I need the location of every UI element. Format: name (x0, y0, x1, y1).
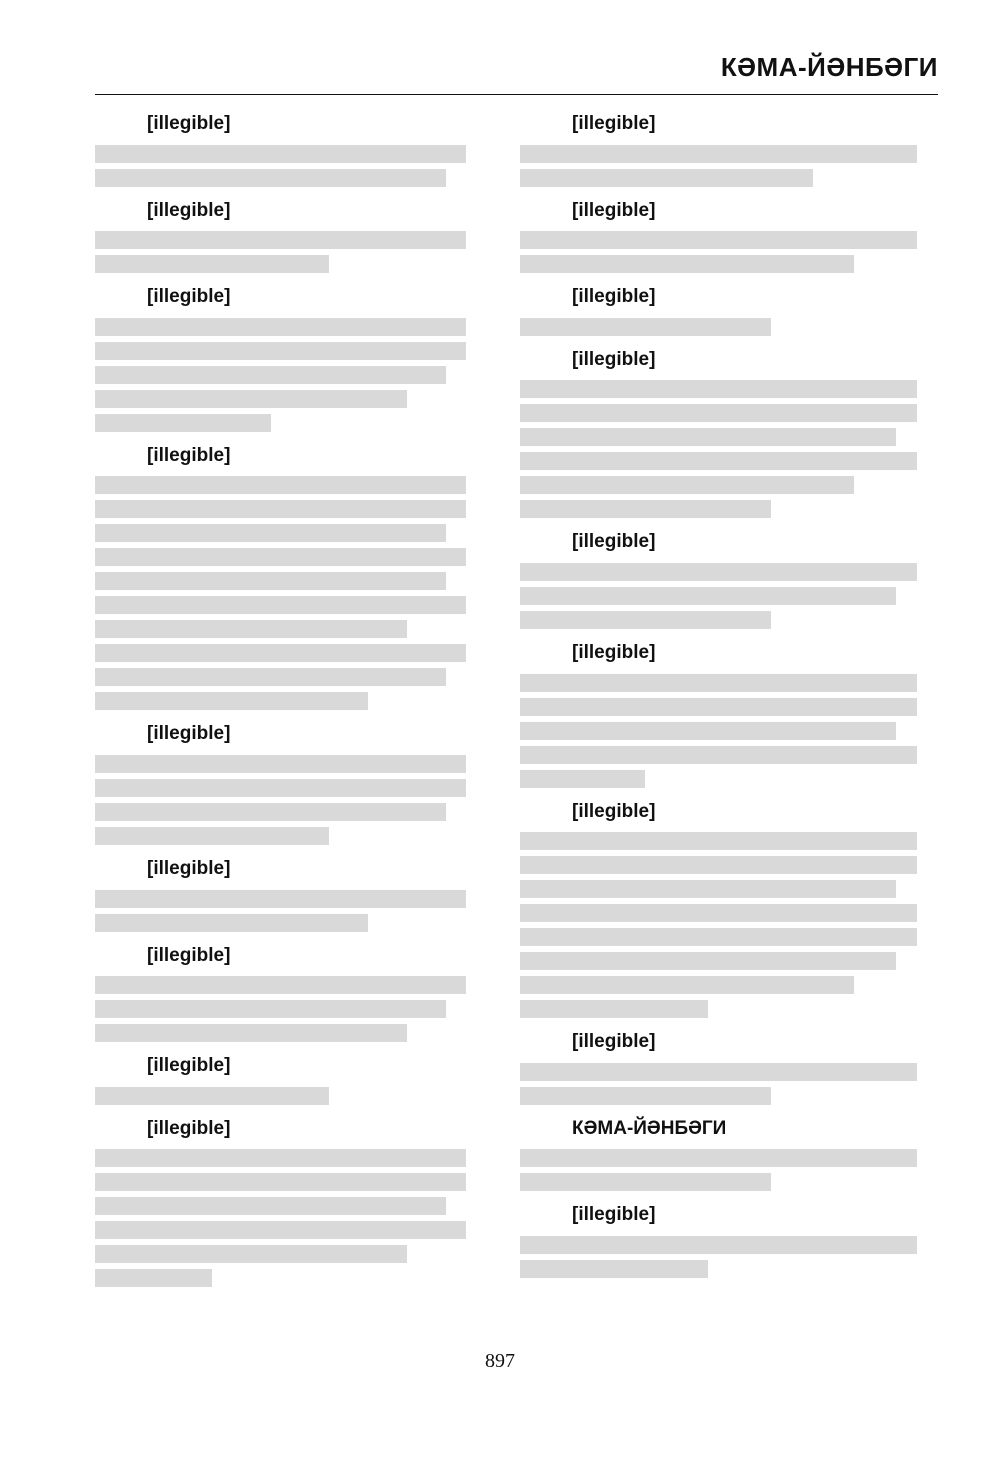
entry-text-placeholder (95, 145, 466, 163)
entry-headword: КӘМА-ЙӘНБӘГИ (572, 1117, 727, 1139)
dictionary-entry (520, 1115, 938, 1192)
dictionary-entry (95, 720, 485, 845)
entry-text-placeholder (95, 169, 446, 187)
entry-text-placeholder (520, 318, 771, 336)
dictionary-entry (95, 110, 485, 187)
entry-text-placeholder (95, 827, 329, 845)
entry-text-placeholder (95, 318, 466, 336)
entry-text-placeholder (95, 1000, 446, 1018)
entry-text-placeholder (520, 856, 917, 874)
dictionary-entry (95, 855, 485, 932)
entry-text-placeholder (520, 904, 917, 922)
entry-text-placeholder (95, 390, 407, 408)
entry-text-placeholder (95, 644, 466, 662)
entry-text-placeholder (520, 746, 917, 764)
entry-headword: [illegible] (572, 1031, 656, 1053)
dictionary-entry (520, 1028, 938, 1105)
entry-text-placeholder (95, 1173, 466, 1191)
entry-text-placeholder (95, 755, 466, 773)
entry-text-placeholder (95, 414, 271, 432)
entry-text-placeholder (95, 1149, 466, 1167)
entry-headword: [illegible] (572, 800, 656, 822)
entry-text-placeholder (520, 832, 917, 850)
dictionary-entry (520, 639, 938, 788)
entry-text-placeholder (95, 779, 466, 797)
entry-headword: [illegible] (147, 444, 231, 466)
entry-text-placeholder (95, 1221, 466, 1239)
entry-text-placeholder (95, 1024, 407, 1042)
entry-text-placeholder (95, 1269, 212, 1287)
dictionary-entry (520, 798, 938, 1019)
entry-text-placeholder (95, 803, 446, 821)
entry-text-placeholder (95, 914, 368, 932)
page-header (95, 48, 938, 95)
entry-text-placeholder (520, 1236, 917, 1254)
entry-text-placeholder (520, 976, 854, 994)
entry-headword: [illegible] (572, 113, 656, 134)
entry-text-placeholder (520, 1087, 771, 1105)
entry-headword: [illegible] (147, 199, 231, 221)
entry-headword: [illegible] (147, 723, 231, 745)
entry-text-placeholder (95, 500, 466, 518)
entry-text-placeholder (95, 548, 466, 566)
dictionary-entry (95, 1052, 485, 1105)
entry-headword: [illegible] (572, 199, 656, 221)
entry-headword: [illegible] (147, 944, 231, 966)
entry-text-placeholder (95, 596, 466, 614)
entry-text-placeholder (520, 563, 917, 581)
entry-headword: [illegible] (572, 286, 656, 308)
entry-headword: [illegible] (572, 1204, 656, 1226)
dictionary-entry (520, 110, 938, 187)
entry-headword: [illegible] (572, 348, 656, 370)
dictionary-entry (520, 197, 938, 274)
dictionary-entry (520, 1201, 938, 1278)
entry-headword: [illegible] (572, 531, 656, 553)
entry-text-placeholder (95, 1245, 407, 1263)
entry-text-placeholder (520, 255, 854, 273)
entry-text-placeholder (520, 1149, 917, 1167)
entry-text-placeholder (520, 1173, 771, 1191)
entry-text-placeholder (95, 255, 329, 273)
entry-text-placeholder (520, 452, 917, 470)
entry-text-placeholder (95, 1087, 329, 1105)
entry-text-placeholder (520, 476, 854, 494)
entry-text-placeholder (95, 976, 466, 994)
entry-text-placeholder (520, 404, 917, 422)
dictionary-entry (520, 346, 938, 519)
entry-text-placeholder (95, 668, 446, 686)
dictionary-entry (520, 283, 938, 336)
entry-text-placeholder (95, 692, 368, 710)
entry-headword: [illegible] (147, 1117, 231, 1139)
entry-text-placeholder (520, 611, 771, 629)
entry-headword: [illegible] (147, 857, 231, 879)
entry-text-placeholder (520, 145, 917, 163)
entry-text-placeholder (520, 928, 917, 946)
entry-text-placeholder (95, 572, 446, 590)
dictionary-entry (95, 942, 485, 1043)
entry-headword: [illegible] (572, 641, 656, 663)
entry-text-placeholder (95, 231, 466, 249)
entry-text-placeholder (520, 698, 917, 716)
entry-text-placeholder (95, 1197, 446, 1215)
dictionary-entry (95, 283, 485, 432)
entry-text-placeholder (520, 1000, 708, 1018)
entry-headword: [illegible] (147, 113, 231, 134)
dictionary-entry (520, 528, 938, 629)
entry-text-placeholder (520, 770, 645, 788)
entry-text-placeholder (520, 1260, 708, 1278)
entry-text-placeholder (95, 890, 466, 908)
entry-text-placeholder (520, 169, 813, 187)
entry-text-placeholder (95, 366, 446, 384)
entry-headword: [illegible] (147, 1055, 231, 1077)
entry-text-placeholder (520, 231, 917, 249)
entry-text-placeholder (520, 722, 896, 740)
dictionary-entry (95, 1115, 485, 1288)
running-head: КӘМА-ЙӘНБӘГИ (720, 52, 938, 82)
entry-text-placeholder (520, 674, 917, 692)
entry-headword: [illegible] (147, 286, 231, 308)
entry-text-placeholder (520, 587, 896, 605)
entry-text-placeholder (520, 1063, 917, 1081)
left-column (95, 110, 485, 1315)
page-number: 897 (485, 1350, 515, 1372)
entry-text-placeholder (95, 524, 446, 542)
entry-text-placeholder (95, 620, 407, 638)
entry-text-placeholder (520, 500, 771, 518)
entry-text-placeholder (520, 428, 896, 446)
right-column (520, 110, 938, 1315)
entry-text-placeholder (95, 476, 466, 494)
entry-text-placeholder (520, 380, 917, 398)
entry-text-placeholder (520, 880, 896, 898)
entry-text-placeholder (520, 952, 896, 970)
dictionary-entry (95, 197, 485, 274)
dictionary-entry (95, 442, 485, 711)
entry-text-placeholder (95, 342, 466, 360)
